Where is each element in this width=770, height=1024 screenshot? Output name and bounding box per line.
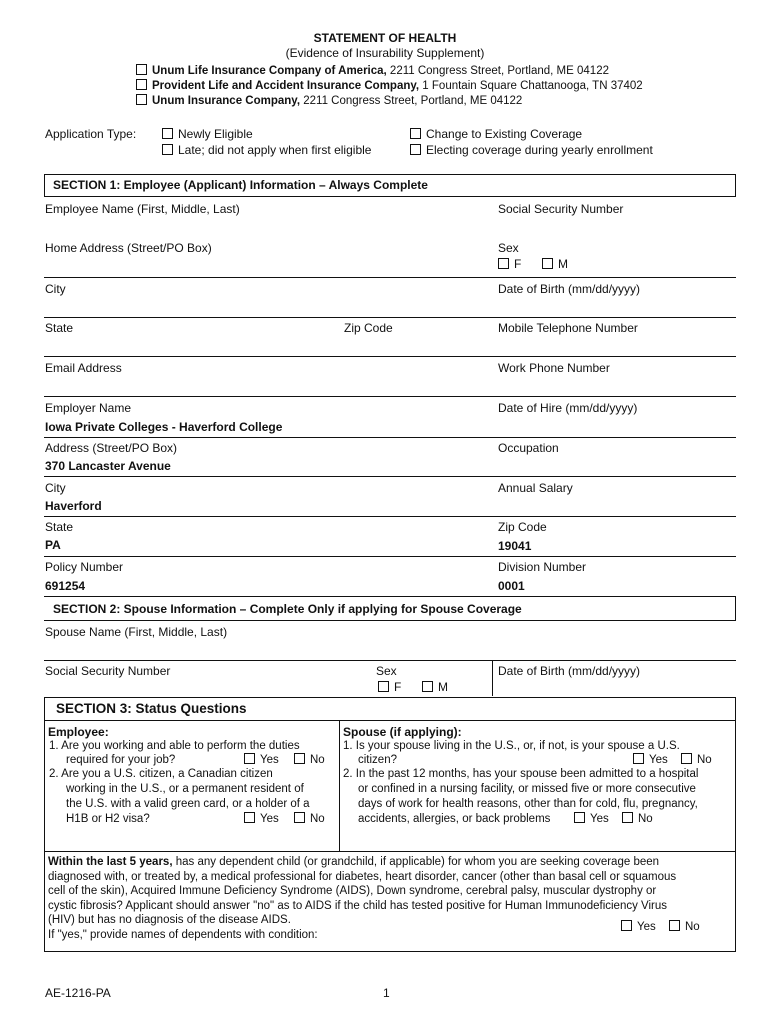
emp-q2-line4: H1B or H2 visa? [66, 813, 150, 825]
hire-date-field[interactable] [498, 417, 733, 433]
hire-date-label: Date of Hire (mm/dd/yyyy) [498, 401, 638, 415]
sp-q2-no-option[interactable]: No [622, 812, 653, 826]
zip-label: Zip Code [344, 321, 393, 335]
company-option-provident[interactable]: Provident Life and Accident Insurance Company, 1 Fountain Square Chattanooga, TN 37402 [136, 79, 643, 93]
emp-q2-line2: working in the U.S., or a permanent resident of [66, 783, 304, 795]
section1-right-rule [735, 174, 736, 196]
checkbox-icon[interactable] [621, 920, 632, 931]
form-title: STATEMENT OF HEALTH [313, 31, 457, 45]
section1-title: SECTION 1: Employee (Applicant) Information – Always Complete [53, 178, 428, 192]
application-type-label: Application Type: [45, 127, 137, 141]
row-rule [44, 556, 736, 557]
checkbox-icon[interactable] [162, 144, 173, 155]
salary-label: Annual Salary [498, 481, 573, 495]
sp-q2-line1: 2. In the past 12 months, has your spouse been admitted to a hospital [343, 768, 699, 780]
checkbox-icon[interactable] [422, 681, 433, 692]
dependent-no-option[interactable]: No [669, 920, 700, 934]
emp-q2-no-option[interactable]: No [294, 812, 325, 826]
section2-title: SECTION 2: Spouse Information – Complete Only if applying for Spouse Coverage [53, 602, 522, 616]
division-label: Division Number [498, 560, 587, 574]
employee-name-label: Employee Name (First, Middle, Last) [45, 202, 240, 216]
checkbox-icon[interactable] [294, 812, 305, 823]
ssn-label: Social Security Number [498, 202, 624, 216]
sp-q1-no-option[interactable]: No [681, 753, 712, 767]
employer-address-value[interactable]: 370 Lancaster Avenue [45, 459, 171, 473]
employer-zip-value[interactable]: 19041 [498, 539, 532, 553]
row-rule [44, 437, 736, 438]
employer-address-label: Address (Street/PO Box) [45, 441, 178, 455]
spouse-sex-f-option[interactable]: F [378, 680, 401, 694]
company-checkbox-icon[interactable] [136, 79, 147, 90]
checkbox-icon[interactable] [633, 753, 644, 764]
emp-q2-line1: 2. Are you a U.S. citizen, a Canadian citizen [49, 768, 273, 780]
zip-field[interactable] [344, 337, 484, 353]
emp-q1-no-option[interactable]: No [294, 753, 325, 767]
checkbox-icon[interactable] [498, 258, 509, 269]
section3-title: SECTION 3: Status Questions [56, 701, 247, 716]
state-label: State [45, 321, 74, 335]
dependent-names-prompt: If "yes," provide names of dependents with condition: [48, 928, 318, 941]
section1-top-rule [44, 174, 736, 175]
city-field[interactable] [45, 298, 485, 314]
checkbox-icon[interactable] [622, 812, 633, 823]
home-address-label: Home Address (Street/PO Box) [45, 241, 212, 255]
employer-name-label: Employer Name [45, 401, 132, 415]
policy-value[interactable]: 691254 [45, 579, 86, 593]
employee-name-field[interactable] [45, 218, 485, 234]
salary-field[interactable] [498, 497, 733, 513]
sp-q1-line1: 1. Is your spouse living in the U.S., or, if not, is your spouse a U.S. [343, 740, 680, 752]
row-rule [44, 356, 736, 357]
spouse-dob-label: Date of Birth (mm/dd/yyyy) [498, 664, 641, 678]
sex-label: Sex [498, 241, 519, 255]
emp-q1-line2: required for your job? [66, 754, 176, 766]
employer-zip-label: Zip Code [498, 520, 547, 534]
checkbox-icon[interactable] [162, 128, 173, 139]
company-option-unum-insurance[interactable]: Unum Insurance Company, 2211 Congress Street, Portland, ME 04122 [136, 94, 522, 108]
checkbox-icon[interactable] [378, 681, 389, 692]
row-rule [44, 596, 736, 597]
occupation-field[interactable] [498, 457, 733, 473]
checkbox-icon[interactable] [294, 753, 305, 764]
checkbox-icon[interactable] [244, 812, 255, 823]
app-type-late[interactable]: Late; did not apply when first eligible [162, 143, 371, 157]
city-label: City [45, 282, 66, 296]
checkbox-icon[interactable] [542, 258, 553, 269]
email-label: Email Address [45, 361, 122, 375]
sp-q2-yes-option[interactable]: Yes [574, 812, 609, 826]
spouse-sex-label: Sex [376, 664, 397, 678]
checkbox-icon[interactable] [244, 753, 255, 764]
policy-label: Policy Number [45, 560, 124, 574]
spouse-name-label: Spouse Name (First, Middle, Last) [45, 625, 228, 639]
dependent-question: Within the last 5 years, has any dependent child (or grandchild, if applicable) for whom you are seeking coverage been diagnosed with, or treated by, a medical professional for diabetes, heart disorder, cancer (other than basal cell or squamous cell of the skin), Acquired Immune Deficiency Syndrome (AIDS), Down syndrome, cerebral palsy, muscular dystrophy or cystic fibrosis? Applicant should answer "no" as to AIDS if the child has tested positive for Human Immunodeficiency Virus (HIV) but has no diagnosis of the disease AIDS. If "yes," provide names of dependents with condition: [48, 855, 732, 942]
sp-q2-line3: days of work for health reasons, other than for cold, flu, pregnancy, [358, 798, 698, 810]
app-type-change-existing[interactable]: Change to Existing Coverage [410, 127, 582, 141]
work-phone-label: Work Phone Number [498, 361, 610, 375]
state-field[interactable] [45, 337, 335, 353]
spouse-ssn-field[interactable] [45, 680, 365, 696]
row-rule [44, 516, 736, 517]
spouse-heading: Spouse (if applying): [343, 725, 462, 739]
section2-title-rule [44, 620, 736, 621]
section3-left-rule [44, 697, 45, 720]
checkbox-icon[interactable] [681, 753, 692, 764]
form-subtitle: (Evidence of Insurability Supplement) [285, 46, 485, 60]
spouse-sex-m-option[interactable]: M [422, 680, 448, 694]
checkbox-icon[interactable] [669, 920, 680, 931]
employee-heading: Employee: [48, 725, 109, 739]
sp-q2-line2: or confined in a nursing facility, or missed five or more consecutive [358, 783, 696, 795]
emp-q2-yes-option[interactable]: Yes [244, 812, 279, 826]
section2-right-rule [735, 596, 736, 620]
sp-q1-line2: citizen? [358, 754, 397, 766]
row-rule [44, 277, 736, 278]
emp-q2-line3: the U.S. with a valid green card, or a holder of a [66, 798, 310, 810]
home-address-field[interactable] [45, 257, 485, 273]
section3-top-rule [44, 697, 736, 698]
row-rule [44, 317, 736, 318]
app-type-newly-eligible[interactable]: Newly Eligible [162, 127, 253, 141]
spouse-name-field[interactable] [45, 641, 733, 657]
page-number: 1 [383, 986, 390, 1000]
section1-title-rule [44, 196, 736, 197]
mobile-field[interactable] [498, 337, 733, 353]
dob-label: Date of Birth (mm/dd/yyyy) [498, 282, 641, 296]
sp-q1-yes-option[interactable]: Yes [633, 753, 668, 767]
spouse-dob-field[interactable] [498, 680, 733, 696]
mobile-label: Mobile Telephone Number [498, 321, 638, 335]
employer-city-value[interactable]: Haverford [45, 499, 102, 513]
row-rule [44, 396, 736, 397]
occupation-label: Occupation [498, 441, 559, 455]
ssn-field[interactable] [498, 218, 733, 234]
employer-state-label: State [45, 520, 74, 534]
spouse-ssn-label: Social Security Number [45, 664, 171, 678]
section1-left-rule [44, 174, 45, 196]
dependent-yes-option[interactable]: Yes [621, 920, 656, 934]
sp-q2-line4: accidents, allergies, or back problems [358, 813, 551, 825]
status-column-divider [339, 720, 340, 851]
row-rule [44, 660, 736, 661]
dob-field[interactable] [498, 298, 733, 314]
checkbox-icon[interactable] [410, 144, 421, 155]
spouse-dob-divider [492, 660, 493, 696]
company-checkbox-icon[interactable] [136, 64, 147, 75]
employer-state-value[interactable]: PA [45, 538, 61, 552]
emp-q1-yes-option[interactable]: Yes [244, 753, 279, 767]
section3-right-rule [735, 697, 736, 720]
checkbox-icon[interactable] [574, 812, 585, 823]
email-field[interactable] [45, 377, 485, 393]
sex-m-option[interactable]: M [542, 257, 568, 271]
app-type-yearly-enrollment[interactable]: Electing coverage during yearly enrollment [410, 143, 653, 157]
work-phone-field[interactable] [498, 377, 733, 393]
form-id: AE-1216-PA [45, 986, 111, 1000]
company-option-unum-life[interactable]: Unum Life Insurance Company of America, 2211 Congress Street, Portland, ME 04122 [136, 64, 609, 78]
employer-city-label: City [45, 481, 66, 495]
company-checkbox-icon[interactable] [136, 94, 147, 105]
emp-q1-line1: 1. Are you working and able to perform the duties [49, 740, 300, 752]
sex-f-option[interactable]: F [498, 257, 521, 271]
division-value[interactable]: 0001 [498, 579, 525, 593]
status-row-rule [44, 851, 736, 852]
checkbox-icon[interactable] [410, 128, 421, 139]
row-rule [44, 476, 736, 477]
employer-name-value[interactable]: Iowa Private Colleges - Haverford College [45, 420, 283, 434]
